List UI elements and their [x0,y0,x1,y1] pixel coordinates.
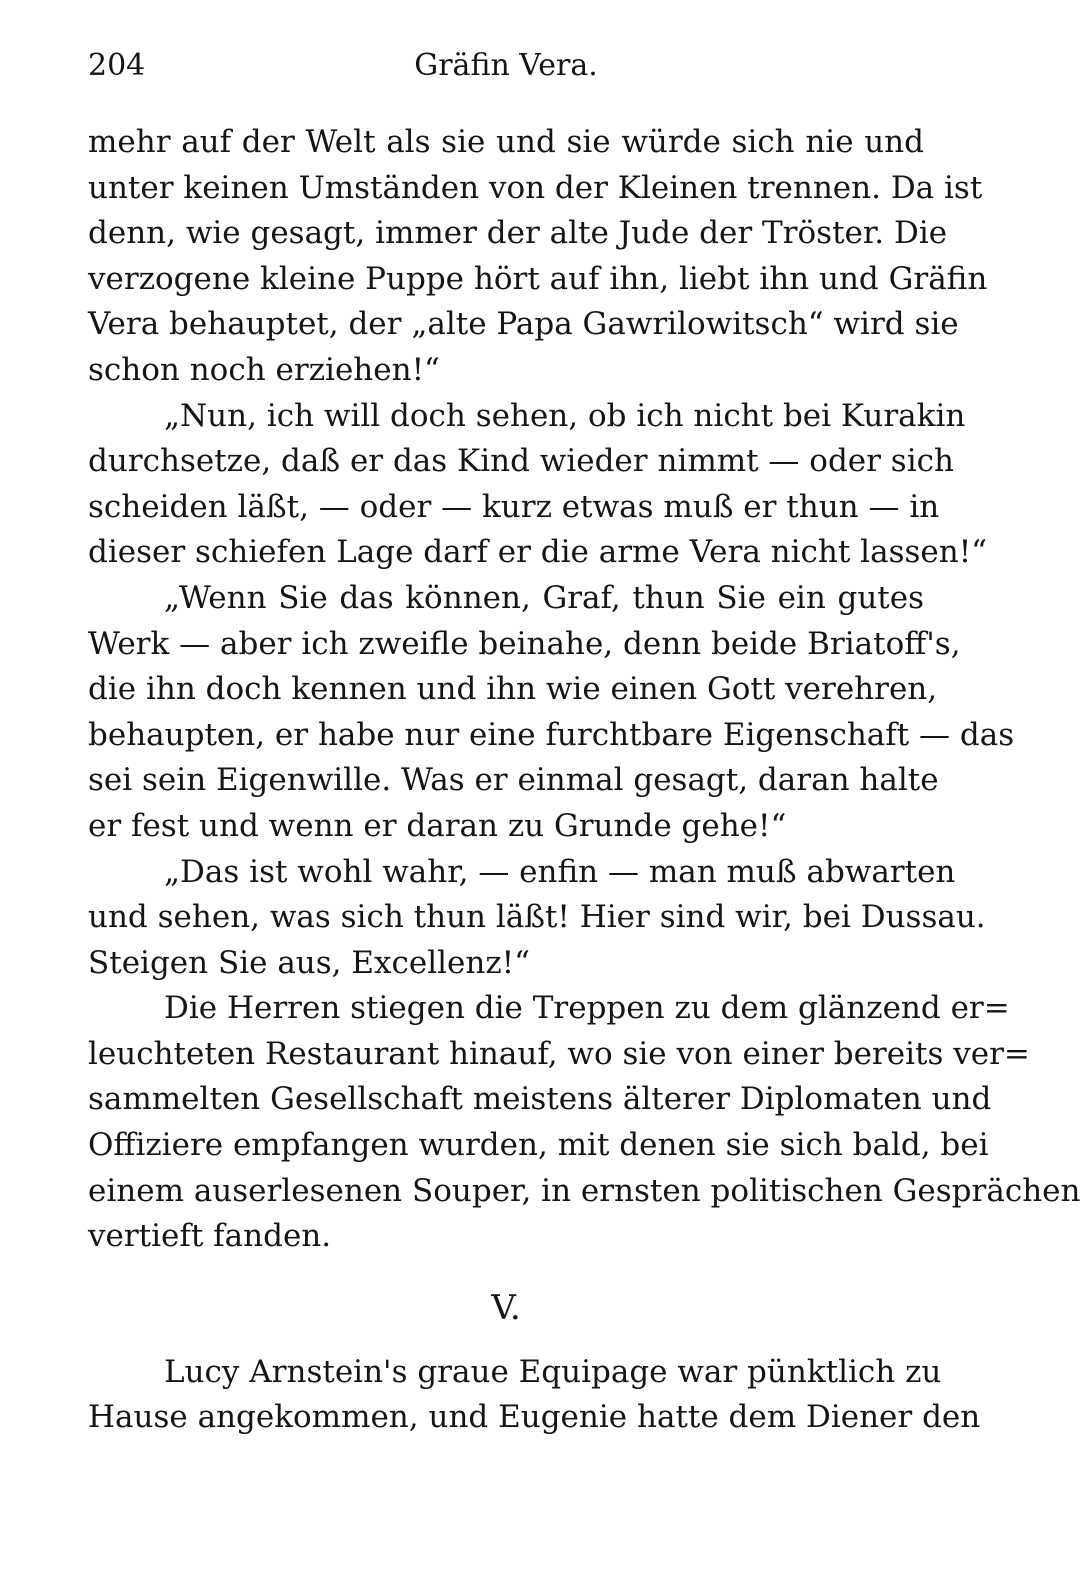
running-head [88,44,924,88]
text-line: mehr auf der Welt als sie und sie würde sich nie und [88,124,924,160]
text-line: scheiden läßt, — oder — kurz etwas muß er thun — in [88,488,940,525]
text-line: Hause angekommen, und Eugenie hatte dem Diener den [88,1399,981,1436]
chapter-heading: V. [491,1287,521,1328]
text-line: denn, wie gesagt, immer der alte Jude der Tröster. Die [88,215,948,252]
text-line: sammelten Gesellschaft meistens älterer Diplomaten und [88,1081,992,1118]
text-line: schon noch erziehen!“ [88,351,440,388]
text-line: „Das ist wohl wahr, — enfin — man muß abwarten [164,853,956,890]
text-line: leuchteten Restaurant hinauf, wo sie von einer bereits ver= [88,1035,1030,1072]
text-line: Vera behauptet, der „alte Papa Gawrilowitsch“ wird sie [88,306,959,343]
text-line: Steigen Sie aus, Excellenz!“ [88,944,530,981]
running-title: Gräfin Vera. [414,48,598,83]
text-line: behaupten, er habe nur eine furchtbare Eigenschaft — das [88,716,1015,753]
text-line: vertieft fanden. [88,1218,332,1255]
text-line: durchsetze, daß er das Kind wieder nimmt — oder sich [88,443,954,480]
text-line: Lucy Arnstein's graue Equipage war pünktlich zu [164,1353,942,1390]
text-line: sei sein Eigenwille. Was er einmal gesagt, daran halte [88,762,939,799]
text-line: Offiziere empfangen wurden, mit denen sie sich bald, bei [88,1127,989,1164]
text-line: und sehen, was sich thun läßt! Hier sind wir, bei Dussau. [88,899,986,936]
text-line: dieser schiefen Lage darf er die arme Vera nicht lassen!“ [88,534,988,571]
text-line: Die Herren stiegen die Treppen zu dem glänzend er= [164,990,1010,1027]
text-line: verzogene kleine Puppe hört auf ihn, liebt ihn und Gräfin [88,260,988,297]
text-line: Werk — aber ich zweifle beinahe, denn beide Briatoff's, [88,625,961,662]
text-line: die ihn doch kennen und ihn wie einen Gott verehren, [88,671,938,708]
text-line: unter keinen Umständen von der Kleinen trennen. Da ist [88,169,983,206]
text-line: einem auserlesenen Souper, in ernsten politischen Gesprächen [88,1172,1080,1209]
text-line: „Wenn Sie das können, Graf, thun Sie ein gutes [164,579,924,616]
text-line: er fest und wenn er daran zu Grunde gehe!“ [88,807,787,844]
text-block [88,120,1080,1441]
text-line: „Nun, ich will doch sehen, ob ich nicht bei Kurakin [164,397,966,434]
page-number: 204 [88,48,146,83]
